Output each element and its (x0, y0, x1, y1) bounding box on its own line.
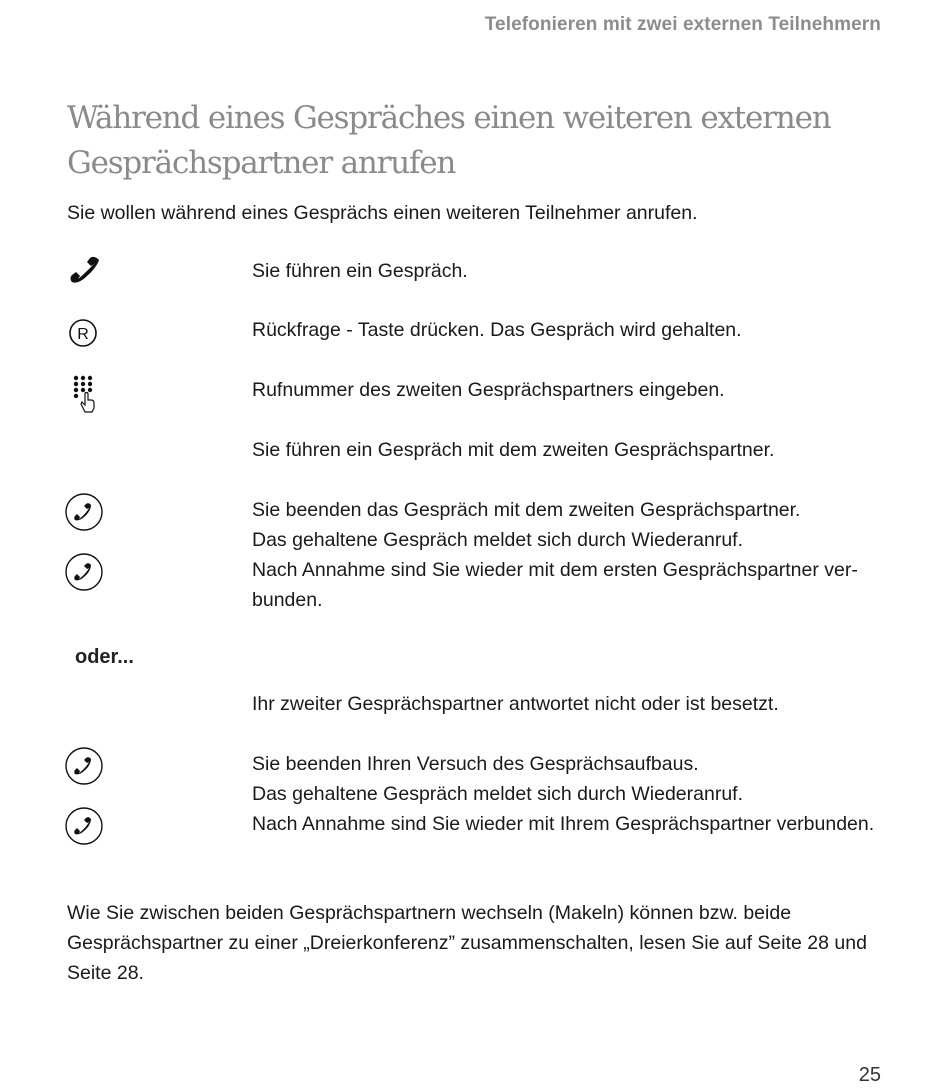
outro-line-2: Gesprächspartner zu einer „Dreierkonferenz” zusammenschalten, lesen Sie auf Seite 28 und (67, 932, 867, 954)
intro-text: Sie wollen während eines Gesprächs einen weiteren Teilnehmer anrufen. (67, 202, 698, 224)
page-number: 25 (858, 1064, 881, 1086)
alt-step-text: Das gehaltene Gespräch meldet sich durch Wiederanruf. (252, 783, 744, 805)
step-text: Sie führen ein Gespräch. (252, 260, 468, 282)
step-text: Sie führen ein Gespräch mit dem zweiten Gesprächspartner. (252, 439, 775, 461)
alt-step-text: Ihr zweiter Gesprächspartner antwortet nicht oder ist besetzt. (252, 693, 779, 715)
r-key-icon (68, 318, 100, 355)
pickup-icon (64, 552, 104, 597)
step-text: Rufnummer des zweiten Gesprächspartners eingeben. (252, 379, 725, 401)
step-text: Nach Annahme sind Sie wieder mit dem ersten Gesprächspartner ver- (252, 559, 858, 581)
alt-step-text: Nach Annahme sind Sie wieder mit Ihrem Gesprächspartner verbunden. (252, 813, 875, 835)
step-text: Rückfrage - Taste drücken. Das Gespräch wird gehalten. (252, 319, 742, 341)
section-title (67, 96, 867, 186)
section-title-line-1: Während eines Gespräches einen weiteren externen (67, 100, 831, 136)
section-title-line-2: Gesprächspartner anrufen (67, 145, 456, 181)
step-text: Sie beenden das Gespräch mit dem zweiten Gesprächspartner. (252, 499, 801, 521)
handset-icon (68, 256, 104, 291)
alternative-label: oder... (75, 646, 134, 668)
r-key-label: R (77, 326, 89, 343)
outro-paragraph (67, 898, 877, 988)
keypad-icon (72, 374, 102, 419)
alt-step-text: Sie beenden Ihren Versuch des Gesprächsaufbaus. (252, 753, 699, 775)
running-header: Telefonieren mit zwei externen Teilnehmern (484, 14, 881, 35)
step-text: Das gehaltene Gespräch meldet sich durch Wiederanruf. (252, 529, 744, 551)
outro-line-1: Wie Sie zwischen beiden Gesprächspartnern wechseln (Makeln) können bzw. beide (67, 902, 792, 924)
pickup-icon (64, 806, 104, 851)
outro-line-3: Seite 28. (67, 962, 144, 984)
hangup-icon (64, 746, 104, 791)
step-text: bunden. (252, 589, 323, 611)
hangup-icon (64, 492, 104, 537)
